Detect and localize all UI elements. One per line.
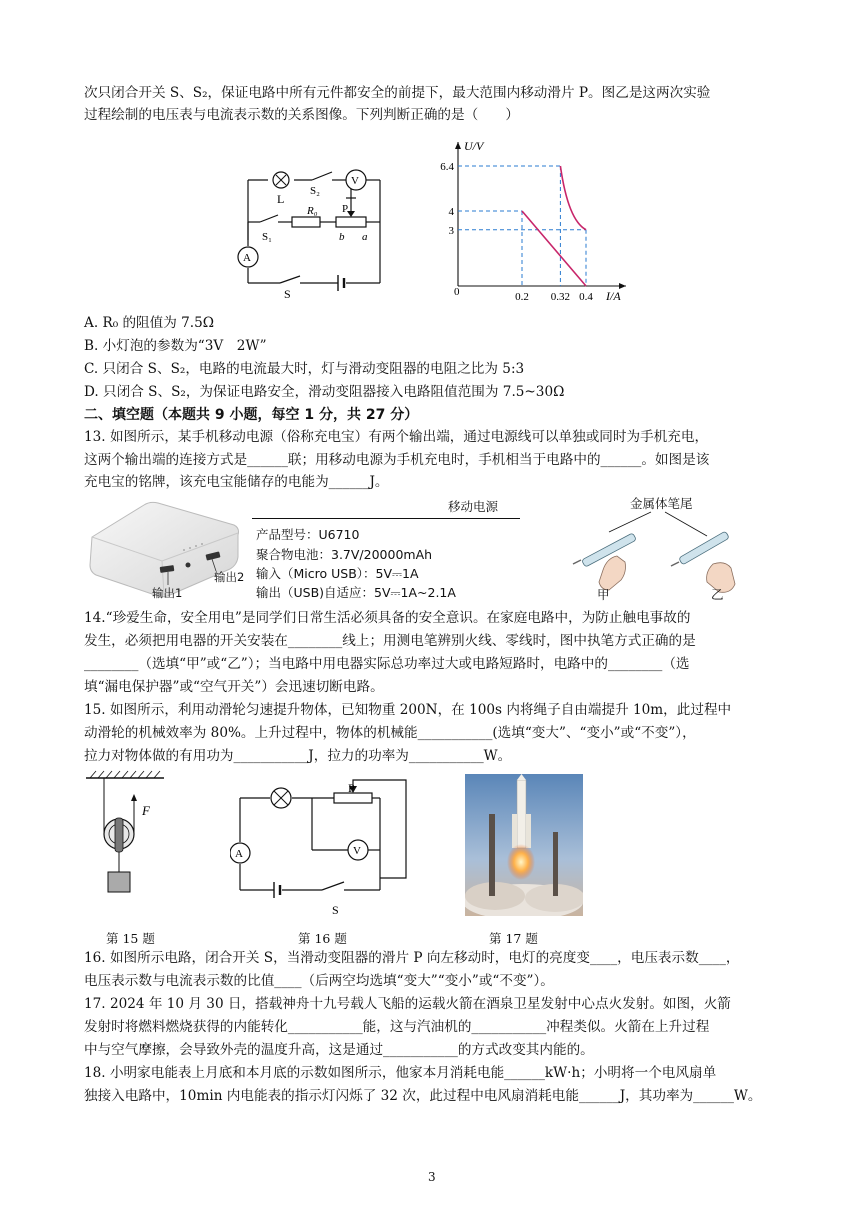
launch-tower — [489, 814, 495, 896]
terminal-a-label: a — [362, 231, 368, 243]
terminal-b-label: b — [339, 231, 345, 243]
page-number: 3 — [428, 1170, 436, 1184]
slider-p-label: P — [342, 203, 349, 215]
y-axis-label: U/V — [464, 139, 484, 153]
q12-option-b: B. 小灯泡的参数为“3V 2W” — [84, 338, 267, 354]
nameplate-line-2: 聚合物电池：3.7V/20000mAh — [256, 547, 433, 562]
caption-q15: 第 15 题 — [106, 931, 155, 946]
q12-option-c: C. 只闭合 S、S₂，电路的电流最大时，灯与滑动变阻器的电阻之比为 5:3 — [84, 361, 525, 377]
switch-s2-label: S₂ — [310, 185, 320, 197]
q13-line-2: 这两个输出端的连接方式是______联；用移动电源为手机充电时，手机相当于电路中的______。如图是该 — [84, 452, 710, 468]
y-tick-label-2: 6.4 — [440, 161, 454, 173]
q16-p-label: P — [348, 781, 355, 795]
x-tick-label-0: 0.2 — [515, 291, 529, 303]
origin-label: 0 — [454, 286, 460, 298]
y-tick-label-0: 3 — [448, 224, 454, 237]
q14-line-4: 填“漏电保护器”或“空气开关”）会迅速切断电路。 — [84, 679, 384, 695]
q16-ammeter-label: A — [235, 848, 243, 860]
q16-circuit-diagram — [230, 778, 410, 923]
ammeter-label: A — [243, 252, 251, 264]
lamp-label: L — [277, 192, 285, 206]
force-f-label: F — [142, 803, 150, 818]
series-curve-1 — [560, 166, 586, 230]
y-tick-label-1: 4 — [448, 206, 454, 218]
q18-line-2: 独接入电路中，10min 内电能表的指示灯闪烁了 32 次，此过程中电风扇消耗电能______J，其功率为______W。 — [84, 1088, 762, 1104]
nameplate-rule — [252, 518, 520, 519]
series-line-0 — [522, 211, 586, 286]
q12-line-1: 次只闭合开关 S、S₂，保证电路中所有元件都安全的前提下，最大范围内移动滑片 P。图乙是这两次实验 — [84, 85, 711, 101]
output-2-label: 输出2 — [214, 570, 245, 584]
rocket-launch-photo — [465, 774, 583, 916]
voltmeter-label: V — [351, 175, 359, 187]
pen-b — [679, 531, 730, 565]
nameplate-line-1: 产品型号：U6710 — [256, 527, 360, 542]
q12-option-d: D. 只闭合 S、S₂，为保证电路安全，滑动变阻器接入电路阻值范围为 7.5~30Ω — [84, 384, 565, 400]
output-1-label: 输出1 — [152, 586, 183, 600]
q14-line-2: 发生，必须把用电器的开关安装在________线上；用测电笔辨别火线、零线时，图中执笔方式正确的是 — [84, 633, 696, 649]
rocket-flame — [507, 844, 535, 880]
q15-line-1: 15. 如图所示，利用动滑轮匀速提升物体，已知物重 200N，在 100s 内将绳子自由端提升 10m，此过程中 — [84, 702, 732, 718]
q17-line-3: 中与空气摩擦，会导致外壳的温度升高，这是通过___________的方式改变其内能的。 — [84, 1042, 594, 1058]
test-pen-figures — [565, 510, 765, 600]
caption-q17: 第 17 题 — [489, 931, 538, 946]
pulley-figure — [84, 770, 174, 920]
weight-block — [108, 872, 130, 892]
nameplate-title: 移动电源 — [448, 499, 499, 514]
q17-line-1: 17. 2024 年 10 月 30 日，搭载神舟十九号载人飞船的运载火箭在酒泉卫星发射中心点火发射。如图，火箭 — [84, 996, 731, 1012]
q15-line-2: 动滑轮的机械效率为 80%。上升过程中，物体的机械能___________(选填“变大”、“变小”或“不变”）， — [84, 725, 696, 741]
q14-line-3: ________（选填“甲”或“乙”）；当电路中用电器实际总功率过大或电路短路时，电路中的________（选 — [84, 656, 690, 672]
q13-line-1: 13. 如图所示，某手机移动电源（俗称充电宝）有两个输出端，通过电源线可以单独或同时为手机充电， — [84, 429, 709, 445]
q18-line-1: 18. 小明家电能表上月底和本月底的示数如图所示，他家本月消耗电能______kW·h；小明将一个电风扇单 — [84, 1065, 717, 1081]
q16-line-1: 16. 如图所示电路，闭合开关 S，当滑动变阻器的滑片 P 向左移动时，电灯的亮度变____，电压表示数____， — [84, 950, 740, 966]
q12-circuit-diagram — [228, 160, 398, 300]
q15-line-3: 拉力对物体做的有用功为___________J，拉力的功率为___________W。 — [84, 748, 512, 764]
switch-s-label: S — [284, 287, 291, 300]
q13-line-3: 充电宝的铭牌，该充电宝能储存的电能为______J。 — [84, 474, 389, 490]
q16-switch-label: S — [332, 903, 339, 917]
u-i-graph — [430, 134, 635, 309]
x-axis-label: I/A — [606, 289, 621, 303]
nameplate-line-4: 输出（USB)自适应：5V⎓1A~2.1A — [256, 585, 456, 600]
q16-voltmeter-label: V — [353, 845, 361, 857]
x-tick-label-1: 0.32 — [550, 291, 571, 303]
q12-line-2: 过程绘制的电压表与电流表示数的关系图像。下列判断正确的是（ ） — [84, 107, 519, 123]
section-2-heading: 二、填空题（本题共 9 小题，每空 1 分，共 27 分） — [84, 407, 419, 423]
pen-label-jia: 甲 — [597, 587, 610, 602]
r0-label: R₀ — [307, 205, 318, 217]
switch-s1-label: S₁ — [262, 231, 272, 243]
x-tick-label-2: 0.4 — [579, 291, 593, 303]
q16-line-2: 电压表示数与电流表示数的比值____（后两空均选填“变大”“变小”或“不变”）。 — [84, 973, 554, 989]
q17-line-2: 发射时将燃料燃烧获得的内能转化___________能，这与汽油机的___________冲程类似。火箭在上升过程 — [84, 1019, 710, 1035]
q14-line-1: 14.“珍爱生命，安全用电”是同学们日常生活必须具备的安全意识。在家庭电路中，为防止触电事故的 — [84, 610, 691, 626]
nameplate-line-3: 输入（Micro USB）：5V⎓1A — [256, 566, 419, 581]
rocket-body — [517, 780, 526, 848]
q12-option-a: A. R₀ 的阻值为 7.5Ω — [84, 315, 215, 331]
pen-title: 金属体笔尾 — [630, 496, 693, 511]
caption-q16: 第 16 题 — [298, 931, 347, 946]
y-axis-arrow — [455, 142, 461, 149]
pen-label-yi: 乙 — [711, 587, 724, 602]
